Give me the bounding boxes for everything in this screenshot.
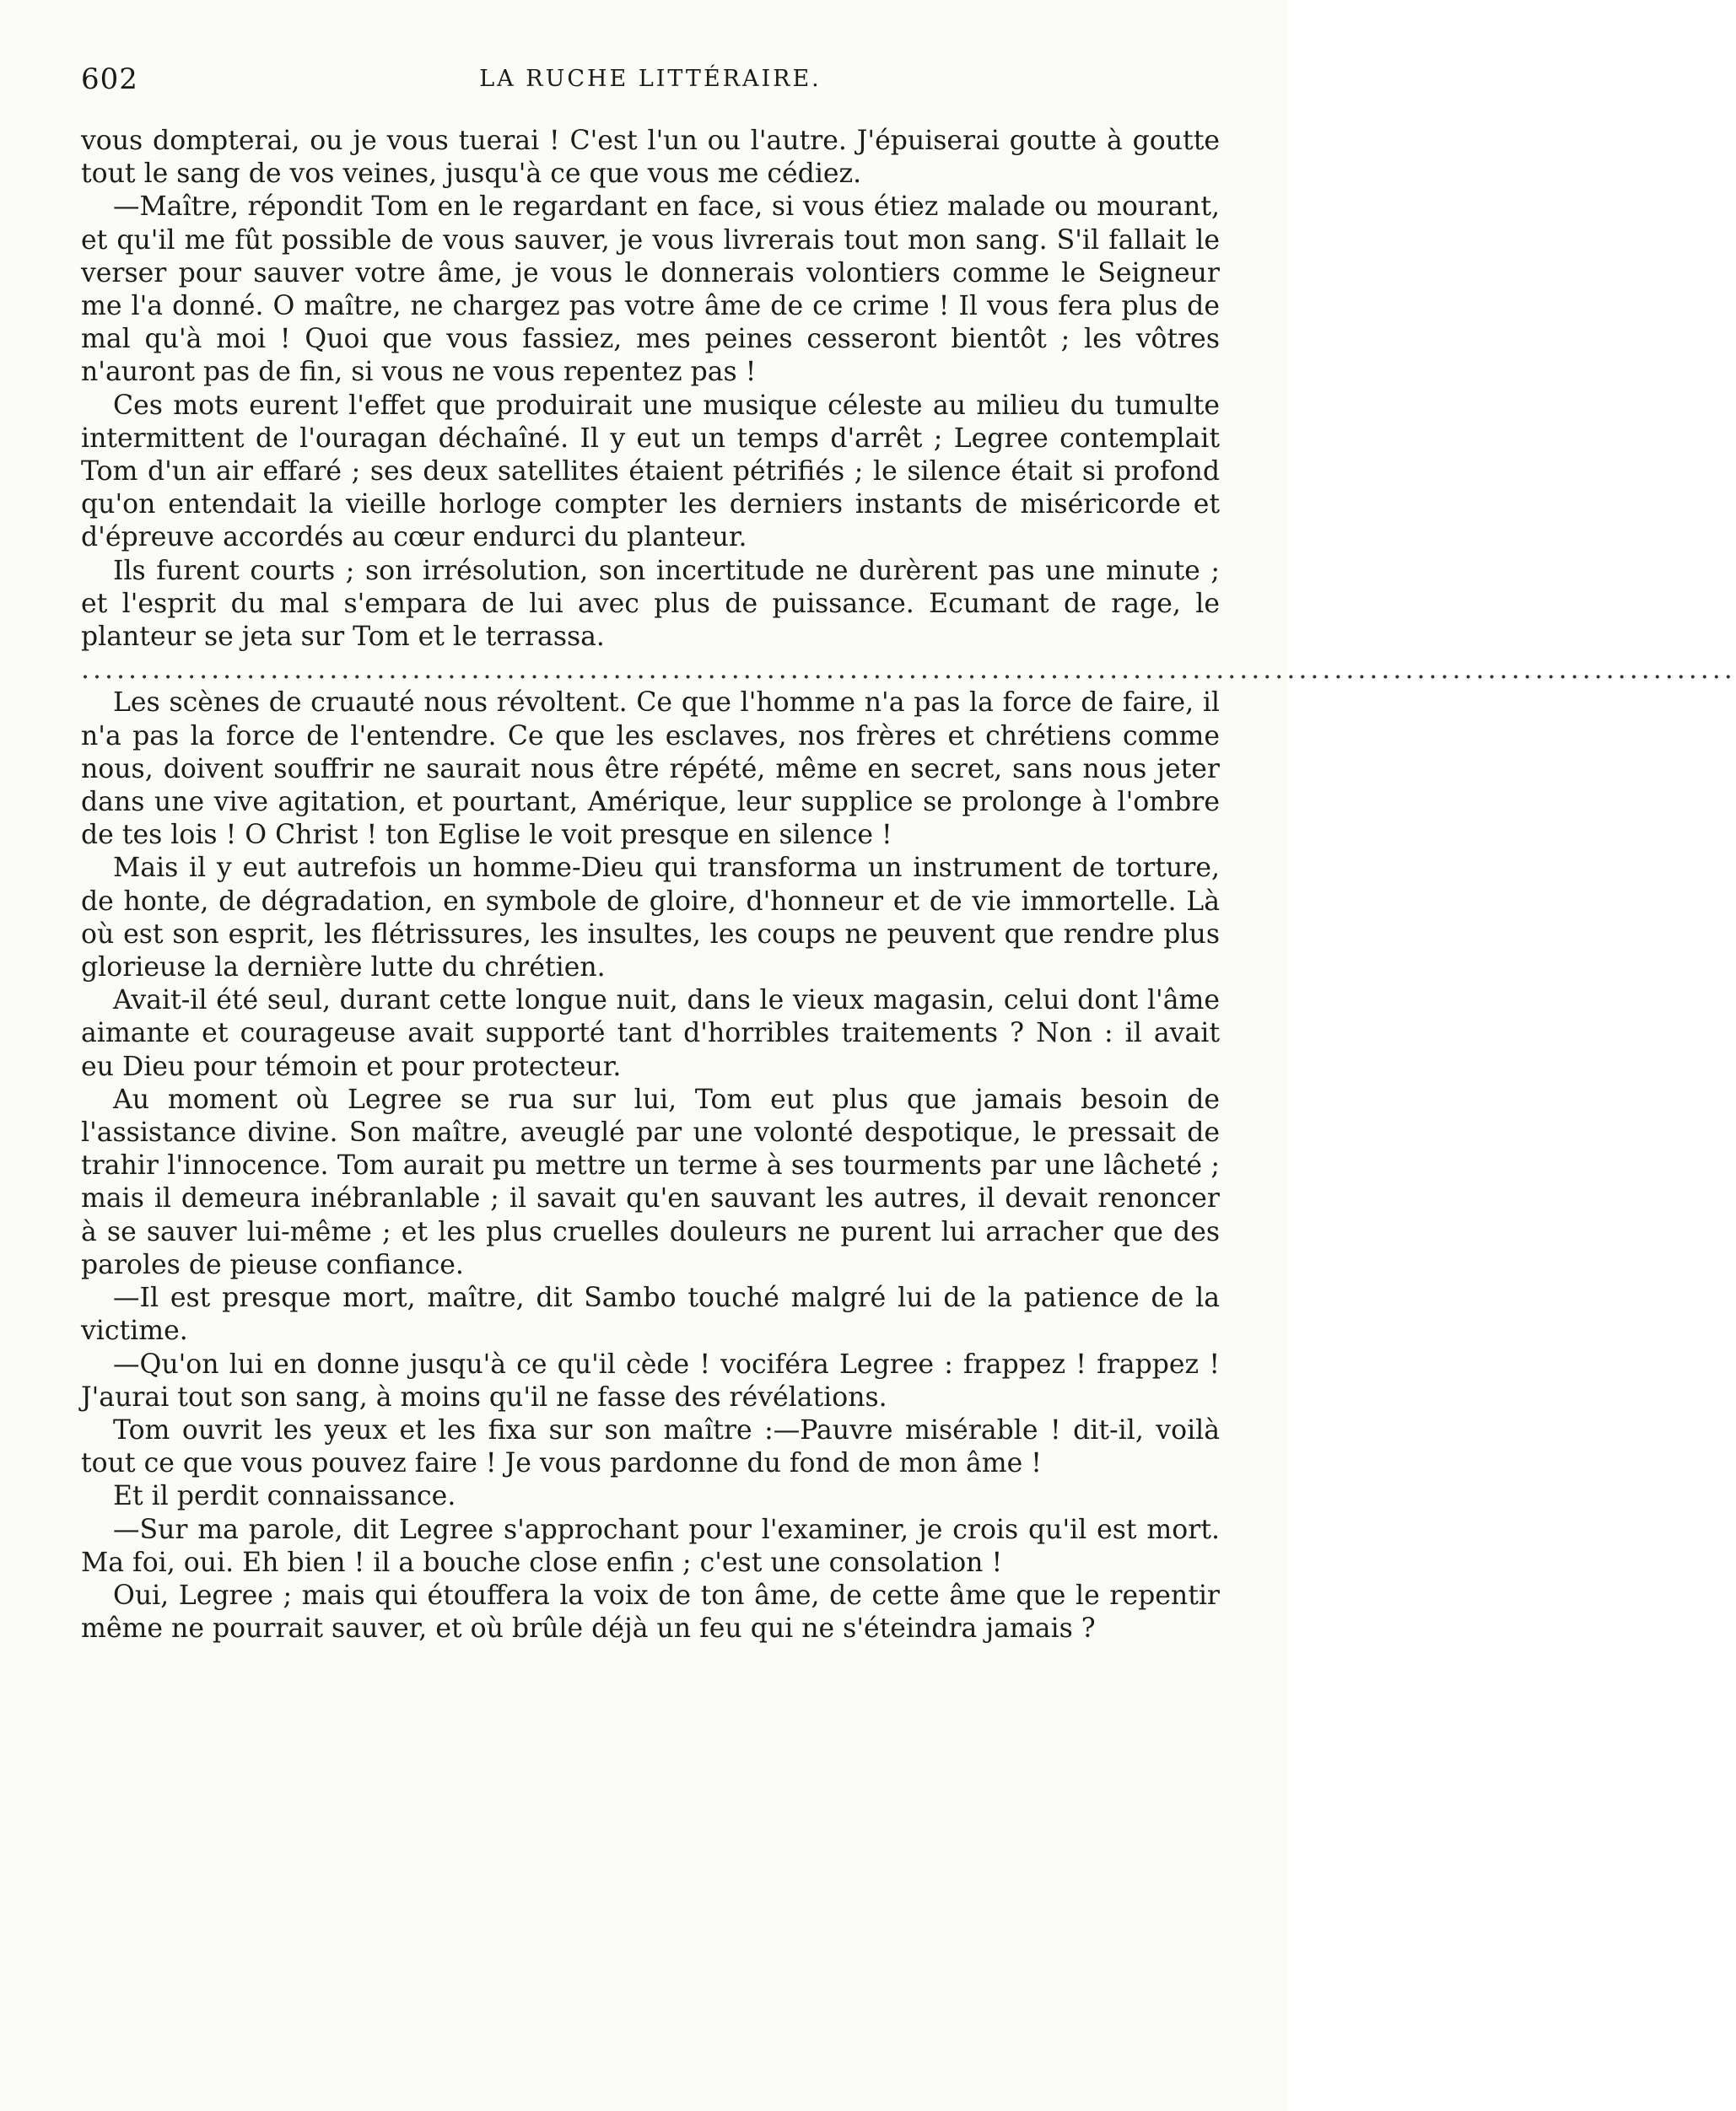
paragraph: —Il est presque mort, maître, dit Sambo touché malgré lui de la patience de la victime.	[81, 1283, 1220, 1347]
paragraph: Tom ouvrit les yeux et les fixa sur son maître :—Pauvre misérable ! dit-il, voilà tout ce que vous pouvez faire ! Je vous pardonne du fond de mon âme !	[81, 1414, 1220, 1479]
paragraph: Au moment où Legree se rua sur lui, Tom eut plus que jamais besoin de l'assistance divine. Son maître, aveuglé par une volonté despotique, le pressait de trahir l'innocence. Tom aurait pu mettre un terme à ses tourments par une lâcheté ; mais il demeura inébranlable ; il savait qu'en sauvant les autres, il devait renoncer à se sauver lui-même ; et les plus cruelles douleurs ne purent lui arracher que des paroles de pieuse confiance.	[81, 1084, 1220, 1280]
paragraph: —Qu'on lui en donne jusqu'à ce qu'il cède ! vociféra Legree : frappez ! frappez ! J'aurai tout son sang, à moins qu'il ne fasse des révélations.	[81, 1349, 1220, 1413]
paragraph: —Sur ma parole, dit Legree s'approchant pour l'examiner, je crois qu'il est mort. Ma foi, oui. Eh bien ! il a bouche close enfin ; c'est une consolation !	[81, 1514, 1220, 1578]
paragraph: vous dompterai, ou je vous tuerai ! C'est l'un ou l'autre. J'épuiserai goutte à goutte tout le sang de vos veines, jusqu'à ce que vous me cédiez.	[81, 126, 1220, 190]
paragraph: Les scènes de cruauté nous révoltent. Ce que l'homme n'a pas la force de faire, il n'a pas la force de l'entendre. Ce que les esclaves, nos frères et chrétiens comme nous, doivent souffrir ne saurait nous être répété, même en secret, sans nous jeter dans une vive agitation, et pourtant, Amérique, leur supplice se prolonge à l'ombre de tes lois ! O Christ ! ton Eglise le voit presque en silence !	[81, 687, 1220, 851]
page-number: 602	[81, 62, 138, 96]
running-title: LA RUCHE LITTÉRAIRE.	[479, 66, 822, 92]
page-header	[81, 56, 1220, 106]
paragraph: Et il perdit connaissance.	[113, 1481, 456, 1512]
paragraph: Mais il y eut autrefois un homme-Dieu qui transforma un instrument de torture, de honte, de dégradation, en symbole de gloire, d'honneur et de vie immortelle. Là où est son esprit, les flétrissures, les insultes, les coups ne peuvent que rendre plus glorieuse la dernière lutte du chrétien.	[81, 853, 1220, 983]
body-text	[81, 125, 1736, 1645]
paragraph: Avait-il été seul, durant cette longue nuit, dans le vieux magasin, celui dont l'âme aimante et courageuse avait supporté tant d'horribles traitements ? Non : il avait eu Dieu pour témoin et pour protecteur.	[81, 985, 1220, 1082]
paragraph: Oui, Legree ; mais qui étouffera la voix de ton âme, de cette âme que le repentir même ne pourrait sauver, et où brûle déjà un feu qui ne s'éteindra jamais ?	[81, 1580, 1220, 1645]
paragraph: Ils furent courts ; son irrésolution, son incertitude ne durèrent pas une minute ; et l'esprit du mal s'empara de lui avec plus de puissance. Ecumant de rage, le planteur se jeta sur Tom et le terrassa.	[81, 555, 1220, 653]
paragraph: Ces mots eurent l'effet que produirait une musique céleste au milieu du tumulte intermittent de l'ouragan déchaîné. Il y eut un temps d'arrêt ; Legree contemplait Tom d'un air effaré ; ses deux satellites étaient pétrifiés ; le silence était si profond qu'on entendait la vieille horloge compter les derniers instants de miséricorde et d'épreuve accordés au cœur endurci du planteur.	[81, 390, 1220, 553]
paragraph: —Maître, répondit Tom en le regardant en face, si vous étiez malade ou mourant, et qu'il me fût possible de vous sauver, je vous livrerais tout mon sang. S'il fallait le verser pour sauver votre âme, je vous le donnerais volontiers comme le Seigneur me l'a donné. O maître, ne chargez pas votre âme de ce crime ! Il vous fera plus de mal qu'à moi ! Quoi que vous fassiez, mes peines cesseront bientôt ; les vôtres n'auront pas de fin, si vous ne vous repentez pas !	[81, 191, 1220, 388]
section-separator: ............................................................................................................................................	[81, 654, 1736, 686]
